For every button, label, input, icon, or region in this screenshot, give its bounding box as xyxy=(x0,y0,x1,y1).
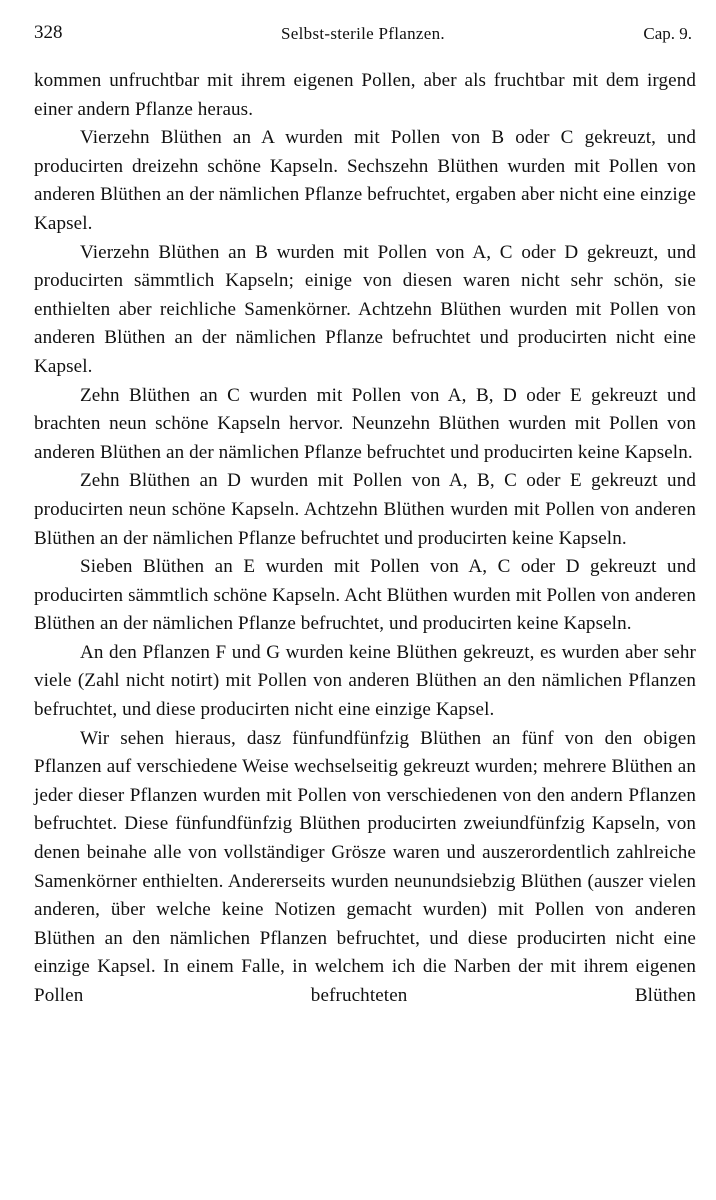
paragraph-plant-a: Vierzehn Blüthen an A wurden mit Pollen von B oder C gekreuzt, und producirten dreizehn schöne Kapseln. Sechszehn Blüthen wurden mit Pollen von anderen Blüthen an der nämlichen Pflanze befruchtet, ergaben aber nicht eine einzige Kapsel. xyxy=(34,127,696,234)
paragraph-plant-b: Vierzehn Blüthen an B wurden mit Pollen von A, C oder D gekreuzt, und producirten sämmtlich Kapseln; einige von diesen waren nicht sehr schön, sie enthielten aber reichliche Samenkörner. Achtzehn Blüthen wurden mit Pollen von anderen Blüthen an der nämlichen Pflanze befruchtet und producirten nicht eine Kapsel. xyxy=(34,241,696,377)
paragraph-continued: kommen unfruchtbar mit ihrem eigenen Pollen, aber als fruchtbar mit dem irgend einer andern Pflanze heraus. xyxy=(34,70,696,120)
paragraph-plant-c: Zehn Blüthen an C wurden mit Pollen von A, B, D oder E gekreuzt und brachten neun schöne Kapseln hervor. Neunzehn Blüthen wurden mit Pollen von anderen Blüthen an der nämlichen Pflanze befruchtet und producirten keine Kapseln. xyxy=(34,384,696,463)
paragraph-plant-d: Zehn Blüthen an D wurden mit Pollen von A, B, C oder E gekreuzt und producirten neun schöne Kapseln. Achtzehn Blüthen wurden mit Pollen von anderen Blüthen an der nämlichen Pflanze befruchtet und producirten keine Kapseln. xyxy=(34,470,696,549)
running-title: Selbst-sterile Pflanzen. xyxy=(281,24,445,43)
page-number: 328 xyxy=(34,22,63,43)
paragraph-summary: Wir sehen hieraus, dasz fünfundfünfzig Blüthen an fünf von den obigen Pflanzen auf verschiedene Weise wechselseitig gekreuzt wurden; mehrere Blüthen an jeder dieser Pflanzen wurden mit Pollen von verschiedenen von den andern Pflanzen befruchtet. Diese fünfundfünfzig Blüthen producirten zweiundfünfzig Kapseln, von denen beinahe alle von vollständiger Grösze waren und auszerordentlich zahlreiche Samenkörner enthielten. Andererseits wurden neunundsiebzig Blüthen (auszer vielen anderen, über welche keine Notizen gemacht wurden) mit Pollen von anderen Blüthen an den nämlichen Pflanzen befruchtet, und diese producirten nicht eine einzige Kapsel. In einem Falle, in welchem ich die Narben der mit ihrem eigenen Pollen befruchteten Blüthen xyxy=(34,727,696,1006)
paragraph-plant-e: Sieben Blüthen an E wurden mit Pollen von A, C oder D gekreuzt und producirten sämmtlich schöne Kapseln. Acht Blüthen wurden mit Pollen von anderen Blüthen an der nämlichen Pflanze befruchtet, und producirten keine Kapseln. xyxy=(34,556,696,635)
running-head xyxy=(34,22,692,52)
paragraph-plants-f-g: An den Pflanzen F und G wurden keine Blüthen gekreuzt, es wurden aber sehr viele (Zahl nicht notirt) mit Pollen von anderen Blüthen an den nämlichen Pflanzen befruchtet, und diese producirten nicht eine einzige Kapsel. xyxy=(34,641,696,721)
body-text xyxy=(34,67,696,1011)
chapter-label: Cap. 9. xyxy=(643,24,692,43)
